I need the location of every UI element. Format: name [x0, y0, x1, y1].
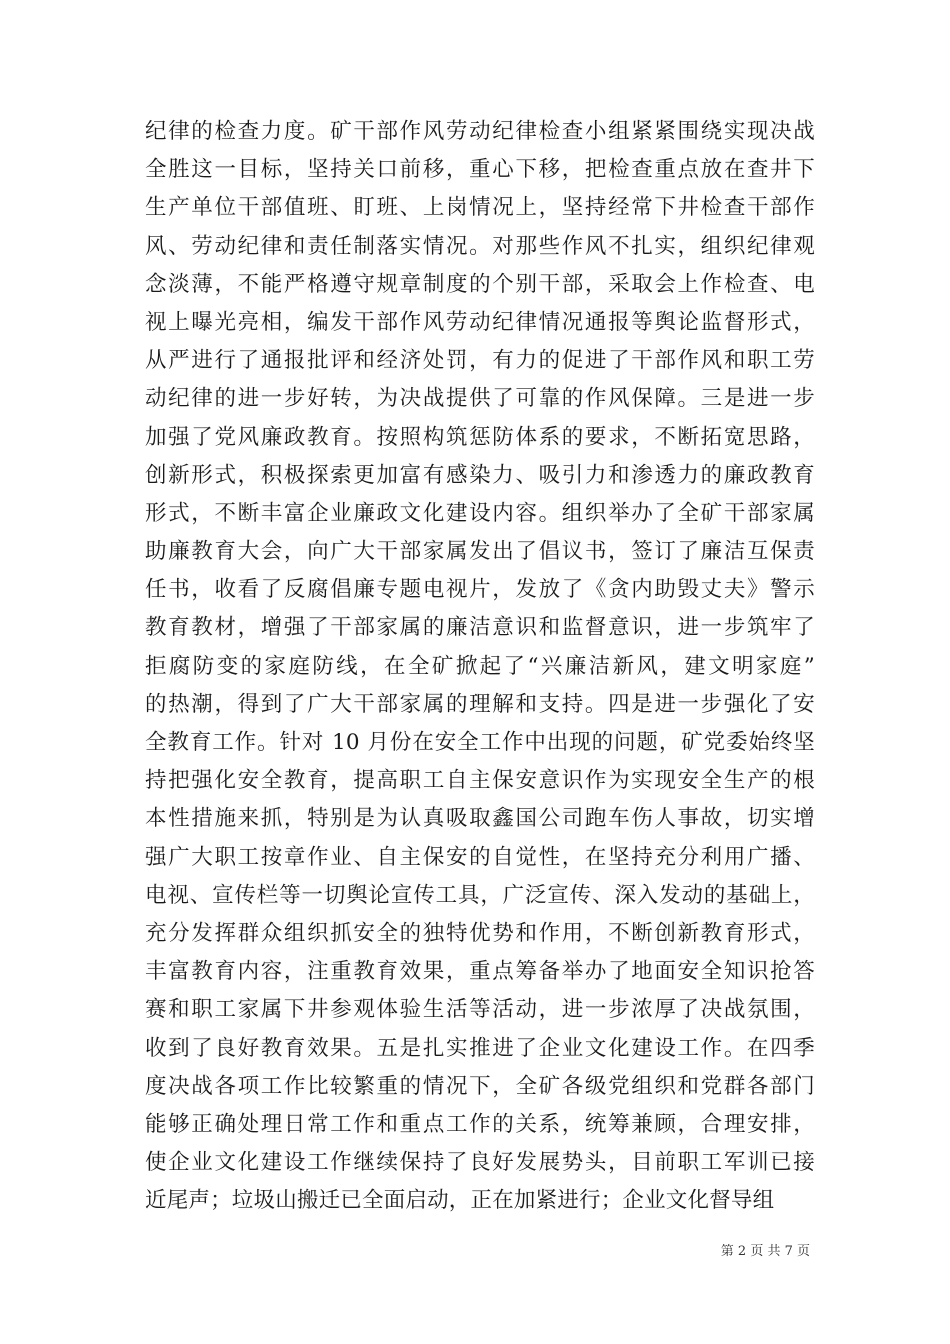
text-line-14: 教育教材，增强了干部家属的廉洁意识和监督意识，进一步筑牢了	[145, 615, 815, 641]
text-line-5: 念淡薄，不能严格遵守规章制度的个别干部，采取会上作检查、电	[145, 271, 815, 297]
text-line-7: 从严进行了通报批评和经济处罚，有力的促进了干部作风和职工劳	[145, 348, 815, 374]
text-line-18: 持把强化安全教育，提高职工自主保安意识作为实现安全生产的根	[145, 768, 815, 794]
text-line-22: 充分发挥群众组织抓安全的独特优势和作用，不断创新教育形式，	[145, 920, 815, 946]
page-number-footer: 第 2 页 共 7 页	[720, 1244, 810, 1259]
body-paragraph	[145, 113, 815, 1220]
text-line-10: 创新形式，积极探索更加富有感染力、吸引力和渗透力的廉政教育	[145, 462, 815, 488]
text-line-28: 使企业文化建设工作继续保持了良好发展势头，目前职工军训已接	[145, 1150, 815, 1176]
text-line-25: 收到了良好教育效果。五是扎实推进了企业文化建设工作。在四季	[145, 1035, 815, 1061]
text-line-4: 风、劳动纪律和责任制落实情况。对那些作风不扎实，组织纪律观	[145, 233, 815, 259]
text-line-26: 度决战各项工作比较繁重的情况下，全矿各级党组织和党群各部门	[145, 1073, 815, 1099]
text-line-16: 的热潮，得到了广大干部家属的理解和支持。四是进一步强化了安	[145, 691, 815, 717]
text-line-15: 拒腐防变的家庭防线，在全矿掀起了“兴廉洁新风，建文明家庭”	[145, 653, 815, 679]
text-line-27: 能够正确处理日常工作和重点工作的关系，统筹兼顾，合理安排，	[145, 1111, 815, 1137]
text-line-6: 视上曝光亮相，编发干部作风劳动纪律情况通报等舆论监督形式，	[145, 309, 815, 335]
text-line-17: 全教育工作。针对 10 月份在安全工作中出现的问题，矿党委始终坚	[145, 730, 815, 755]
text-line-2: 全胜这一目标，坚持关口前移，重心下移，把检查重点放在查井下	[145, 157, 815, 183]
text-line-12: 助廉教育大会，向广大干部家属发出了倡议书，签订了廉洁互保责	[145, 539, 815, 565]
text-line-3: 生产单位干部值班、盯班、上岗情况上，坚持经常下井检查干部作	[145, 195, 815, 221]
text-line-9: 加强了党风廉政教育。按照构筑惩防体系的要求，不断拓宽思路，	[145, 424, 815, 450]
text-line-23: 丰富教育内容，注重教育效果，重点筹备举办了地面安全知识抢答	[145, 959, 815, 985]
text-line-13: 任书，收看了反腐倡廉专题电视片，发放了《贪内助毁丈夫》警示	[145, 577, 815, 603]
text-line-20: 强广大职工按章作业、自主保安的自觉性，在坚持充分利用广播、	[145, 844, 815, 870]
text-line-8: 动纪律的进一步好转，为决战提供了可靠的作风保障。三是进一步	[145, 386, 815, 412]
text-line-11: 形式，不断丰富企业廉政文化建设内容。组织举办了全矿干部家属	[145, 500, 815, 526]
text-line-1: 纪律的检查力度。矿干部作风劳动纪律检查小组紧紧围绕实现决战	[145, 119, 815, 144]
text-line-19: 本性措施来抓，特别是为认真吸取鑫国公司跑车伤人事故，切实增	[145, 806, 815, 832]
text-line-24: 赛和职工家属下井参观体验生活等活动，进一步浓厚了决战氛围，	[145, 997, 815, 1023]
text-line-29: 近尾声；垃圾山搬迁已全面启动，正在加紧进行；企业文化督导组	[145, 1188, 775, 1214]
text-line-21: 电视、宣传栏等一切舆论宣传工具，广泛宣传、深入发动的基础上，	[145, 882, 815, 908]
